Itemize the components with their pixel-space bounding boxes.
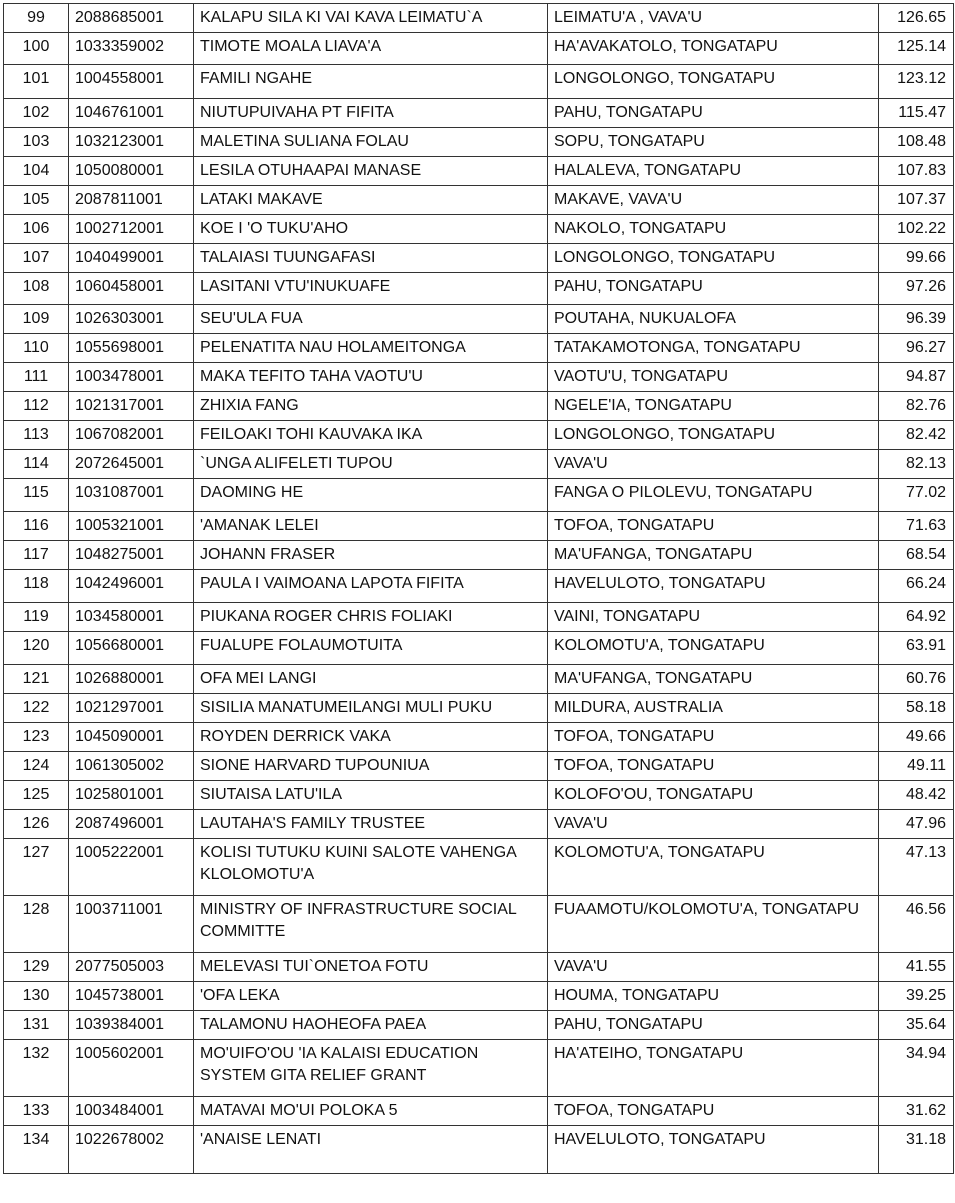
cell-address: TOFOA, TONGATAPU [548, 1097, 879, 1126]
cell-id: 1046761001 [69, 99, 194, 128]
cell-address: VAVA'U [548, 450, 879, 479]
table-row [4, 128, 954, 157]
cell-no: 102 [4, 99, 69, 128]
cell-address: FANGA O PILOLEVU, TONGATAPU [548, 479, 879, 512]
cell-address: SOPU, TONGATAPU [548, 128, 879, 157]
cell-name: MELEVASI TUI`ONETOA FOTU [194, 953, 548, 982]
cell-id: 2088685001 [69, 4, 194, 33]
cell-name: LESILA OTUHAAPAI MANASE [194, 157, 548, 186]
cell-address: LONGOLONGO, TONGATAPU [548, 244, 879, 273]
table-row [4, 632, 954, 665]
cell-address: HOUMA, TONGATAPU [548, 982, 879, 1011]
cell-amount: 46.56 [879, 896, 954, 953]
cell-id: 1039384001 [69, 1011, 194, 1040]
cell-no: 133 [4, 1097, 69, 1126]
table-row [4, 1011, 954, 1040]
cell-amount: 126.65 [879, 4, 954, 33]
cell-amount: 64.92 [879, 603, 954, 632]
table-row [4, 215, 954, 244]
cell-id: 2087811001 [69, 186, 194, 215]
table-row [4, 157, 954, 186]
table-row [4, 694, 954, 723]
cell-no: 112 [4, 392, 69, 421]
cell-no: 100 [4, 33, 69, 65]
cell-name: SIUTAISA LATU'ILA [194, 781, 548, 810]
cell-no: 116 [4, 512, 69, 541]
cell-name: MALETINA SULIANA FOLAU [194, 128, 548, 157]
cell-id: 1067082001 [69, 421, 194, 450]
records-table [3, 3, 954, 1174]
cell-address: TOFOA, TONGATAPU [548, 723, 879, 752]
cell-id: 1005321001 [69, 512, 194, 541]
cell-amount: 94.87 [879, 363, 954, 392]
cell-no: 120 [4, 632, 69, 665]
cell-name: MO'UIFO'OU 'IA KALAISI EDUCATION SYSTEM GITA RELIEF GRANT [194, 1040, 548, 1097]
cell-amount: 34.94 [879, 1040, 954, 1097]
cell-address: LONGOLONGO, TONGATAPU [548, 421, 879, 450]
cell-amount: 41.55 [879, 953, 954, 982]
cell-no: 111 [4, 363, 69, 392]
cell-name: ROYDEN DERRICK VAKA [194, 723, 548, 752]
cell-amount: 60.76 [879, 665, 954, 694]
table-row [4, 305, 954, 334]
cell-amount: 66.24 [879, 570, 954, 603]
cell-amount: 71.63 [879, 512, 954, 541]
cell-amount: 108.48 [879, 128, 954, 157]
cell-name: SEU'ULA FUA [194, 305, 548, 334]
cell-amount: 35.64 [879, 1011, 954, 1040]
cell-name: TIMOTE MOALA LIAVA'A [194, 33, 548, 65]
cell-name: 'ANAISE LENATI [194, 1126, 548, 1174]
cell-address: KOLOMOTU'A, TONGATAPU [548, 839, 879, 896]
cell-id: 1026303001 [69, 305, 194, 334]
cell-id: 1050080001 [69, 157, 194, 186]
cell-amount: 49.11 [879, 752, 954, 781]
table-row [4, 479, 954, 512]
table-row [4, 982, 954, 1011]
cell-amount: 47.13 [879, 839, 954, 896]
cell-address: HALALEVA, TONGATAPU [548, 157, 879, 186]
cell-name: SIONE HARVARD TUPOUNIUA [194, 752, 548, 781]
cell-name: TALAMONU HAOHEOFA PAEA [194, 1011, 548, 1040]
table-row [4, 752, 954, 781]
cell-name: KOLISI TUTUKU KUINI SALOTE VAHENGA KLOLOMOTU'A [194, 839, 548, 896]
cell-amount: 97.26 [879, 273, 954, 305]
cell-address: LONGOLONGO, TONGATAPU [548, 65, 879, 99]
cell-id: 1055698001 [69, 334, 194, 363]
cell-id: 1045090001 [69, 723, 194, 752]
cell-address: POUTAHA, NUKUALOFA [548, 305, 879, 334]
cell-name: LATAKI MAKAVE [194, 186, 548, 215]
cell-address: HA'ATEIHO, TONGATAPU [548, 1040, 879, 1097]
cell-no: 107 [4, 244, 69, 273]
cell-no: 108 [4, 273, 69, 305]
table-row [4, 1040, 954, 1097]
cell-address: MILDURA, AUSTRALIA [548, 694, 879, 723]
cell-no: 106 [4, 215, 69, 244]
cell-id: 1032123001 [69, 128, 194, 157]
table-row [4, 99, 954, 128]
cell-name: 'AMANAK LELEI [194, 512, 548, 541]
table-row [4, 570, 954, 603]
cell-amount: 39.25 [879, 982, 954, 1011]
cell-no: 118 [4, 570, 69, 603]
cell-address: MAKAVE, VAVA'U [548, 186, 879, 215]
cell-no: 130 [4, 982, 69, 1011]
table-row [4, 244, 954, 273]
cell-amount: 49.66 [879, 723, 954, 752]
cell-name: PIUKANA ROGER CHRIS FOLIAKI [194, 603, 548, 632]
cell-id: 1004558001 [69, 65, 194, 99]
cell-no: 101 [4, 65, 69, 99]
cell-amount: 102.22 [879, 215, 954, 244]
table-row [4, 273, 954, 305]
cell-name: MINISTRY OF INFRASTRUCTURE SOCIAL COMMITTE [194, 896, 548, 953]
cell-address: VAINI, TONGATAPU [548, 603, 879, 632]
cell-name: NIUTUPUIVAHA PT FIFITA [194, 99, 548, 128]
cell-name: 'OFA LEKA [194, 982, 548, 1011]
cell-name: `UNGA ALIFELETI TUPOU [194, 450, 548, 479]
cell-no: 119 [4, 603, 69, 632]
cell-no: 132 [4, 1040, 69, 1097]
table-row [4, 896, 954, 953]
table-row [4, 33, 954, 65]
cell-amount: 77.02 [879, 479, 954, 512]
cell-no: 117 [4, 541, 69, 570]
cell-address: TATAKAMOTONGA, TONGATAPU [548, 334, 879, 363]
cell-no: 115 [4, 479, 69, 512]
cell-id: 2077505003 [69, 953, 194, 982]
cell-address: FUAAMOTU/KOLOMOTU'A, TONGATAPU [548, 896, 879, 953]
cell-address: HA'AVAKATOLO, TONGATAPU [548, 33, 879, 65]
cell-amount: 82.76 [879, 392, 954, 421]
cell-name: SISILIA MANATUMEILANGI MULI PUKU [194, 694, 548, 723]
cell-amount: 115.47 [879, 99, 954, 128]
cell-id: 1021317001 [69, 392, 194, 421]
cell-name: PELENATITA NAU HOLAMEITONGA [194, 334, 548, 363]
cell-address: VAVA'U [548, 810, 879, 839]
table-row [4, 723, 954, 752]
cell-amount: 47.96 [879, 810, 954, 839]
table-row [4, 541, 954, 570]
cell-no: 134 [4, 1126, 69, 1174]
cell-amount: 82.42 [879, 421, 954, 450]
cell-amount: 48.42 [879, 781, 954, 810]
cell-name: TALAIASI TUUNGAFASI [194, 244, 548, 273]
table-row [4, 4, 954, 33]
cell-address: HAVELULOTO, TONGATAPU [548, 570, 879, 603]
cell-amount: 63.91 [879, 632, 954, 665]
cell-id: 1003478001 [69, 363, 194, 392]
cell-name: ZHIXIA FANG [194, 392, 548, 421]
cell-no: 131 [4, 1011, 69, 1040]
cell-name: PAULA I VAIMOANA LAPOTA FIFITA [194, 570, 548, 603]
cell-no: 121 [4, 665, 69, 694]
cell-id: 1033359002 [69, 33, 194, 65]
cell-address: TOFOA, TONGATAPU [548, 752, 879, 781]
cell-id: 1056680001 [69, 632, 194, 665]
cell-amount: 107.37 [879, 186, 954, 215]
cell-id: 2072645001 [69, 450, 194, 479]
table-row [4, 603, 954, 632]
cell-amount: 123.12 [879, 65, 954, 99]
table-row [4, 512, 954, 541]
cell-id: 1040499001 [69, 244, 194, 273]
cell-no: 122 [4, 694, 69, 723]
cell-address: MA'UFANGA, TONGATAPU [548, 665, 879, 694]
cell-id: 1045738001 [69, 982, 194, 1011]
cell-amount: 125.14 [879, 33, 954, 65]
table-row [4, 186, 954, 215]
cell-name: LASITANI VTU'INUKUAFE [194, 273, 548, 305]
cell-name: LAUTAHA'S FAMILY TRUSTEE [194, 810, 548, 839]
cell-name: KOE I 'O TUKU'AHO [194, 215, 548, 244]
cell-address: VAVA'U [548, 953, 879, 982]
cell-address: PAHU, TONGATAPU [548, 1011, 879, 1040]
cell-no: 123 [4, 723, 69, 752]
table-row [4, 363, 954, 392]
cell-no: 104 [4, 157, 69, 186]
cell-id: 1061305002 [69, 752, 194, 781]
cell-name: JOHANN FRASER [194, 541, 548, 570]
cell-name: FAMILI NGAHE [194, 65, 548, 99]
cell-amount: 58.18 [879, 694, 954, 723]
table-row [4, 1097, 954, 1126]
cell-no: 127 [4, 839, 69, 896]
cell-address: HAVELULOTO, TONGATAPU [548, 1126, 879, 1174]
cell-address: TOFOA, TONGATAPU [548, 512, 879, 541]
cell-amount: 31.18 [879, 1126, 954, 1174]
table-body [4, 4, 954, 1174]
cell-id: 1002712001 [69, 215, 194, 244]
cell-no: 109 [4, 305, 69, 334]
cell-id: 1003711001 [69, 896, 194, 953]
cell-id: 1031087001 [69, 479, 194, 512]
cell-name: DAOMING HE [194, 479, 548, 512]
table-row [4, 839, 954, 896]
table-row [4, 1126, 954, 1174]
cell-id: 1034580001 [69, 603, 194, 632]
cell-name: KALAPU SILA KI VAI KAVA LEIMATU`A [194, 4, 548, 33]
cell-no: 99 [4, 4, 69, 33]
cell-amount: 99.66 [879, 244, 954, 273]
cell-id: 1022678002 [69, 1126, 194, 1174]
table-row [4, 334, 954, 363]
cell-no: 105 [4, 186, 69, 215]
table-row [4, 953, 954, 982]
cell-amount: 107.83 [879, 157, 954, 186]
cell-id: 2087496001 [69, 810, 194, 839]
cell-id: 1021297001 [69, 694, 194, 723]
cell-amount: 96.39 [879, 305, 954, 334]
cell-id: 1042496001 [69, 570, 194, 603]
cell-address: KOLOFO'OU, TONGATAPU [548, 781, 879, 810]
cell-id: 1005602001 [69, 1040, 194, 1097]
cell-no: 128 [4, 896, 69, 953]
cell-address: LEIMATU'A , VAVA'U [548, 4, 879, 33]
cell-address: NAKOLO, TONGATAPU [548, 215, 879, 244]
cell-no: 113 [4, 421, 69, 450]
cell-address: PAHU, TONGATAPU [548, 273, 879, 305]
cell-id: 1048275001 [69, 541, 194, 570]
cell-no: 103 [4, 128, 69, 157]
cell-name: FEILOAKI TOHI KAUVAKA IKA [194, 421, 548, 450]
cell-no: 125 [4, 781, 69, 810]
table-row [4, 421, 954, 450]
cell-id: 1060458001 [69, 273, 194, 305]
cell-id: 1026880001 [69, 665, 194, 694]
cell-address: KOLOMOTU'A, TONGATAPU [548, 632, 879, 665]
cell-address: MA'UFANGA, TONGATAPU [548, 541, 879, 570]
table-row [4, 392, 954, 421]
cell-id: 1003484001 [69, 1097, 194, 1126]
cell-amount: 96.27 [879, 334, 954, 363]
table-row [4, 65, 954, 99]
table-row [4, 781, 954, 810]
cell-address: NGELE'IA, TONGATAPU [548, 392, 879, 421]
cell-no: 129 [4, 953, 69, 982]
cell-name: MATAVAI MO'UI POLOKA 5 [194, 1097, 548, 1126]
table-row [4, 810, 954, 839]
cell-no: 124 [4, 752, 69, 781]
cell-id: 1025801001 [69, 781, 194, 810]
cell-address: PAHU, TONGATAPU [548, 99, 879, 128]
cell-amount: 68.54 [879, 541, 954, 570]
cell-no: 110 [4, 334, 69, 363]
cell-id: 1005222001 [69, 839, 194, 896]
cell-name: FUALUPE FOLAUMOTUITA [194, 632, 548, 665]
cell-no: 114 [4, 450, 69, 479]
cell-address: VAOTU'U, TONGATAPU [548, 363, 879, 392]
cell-name: MAKA TEFITO TAHA VAOTU'U [194, 363, 548, 392]
cell-no: 126 [4, 810, 69, 839]
table-row [4, 450, 954, 479]
table-row [4, 665, 954, 694]
cell-amount: 82.13 [879, 450, 954, 479]
cell-amount: 31.62 [879, 1097, 954, 1126]
cell-name: OFA MEI LANGI [194, 665, 548, 694]
